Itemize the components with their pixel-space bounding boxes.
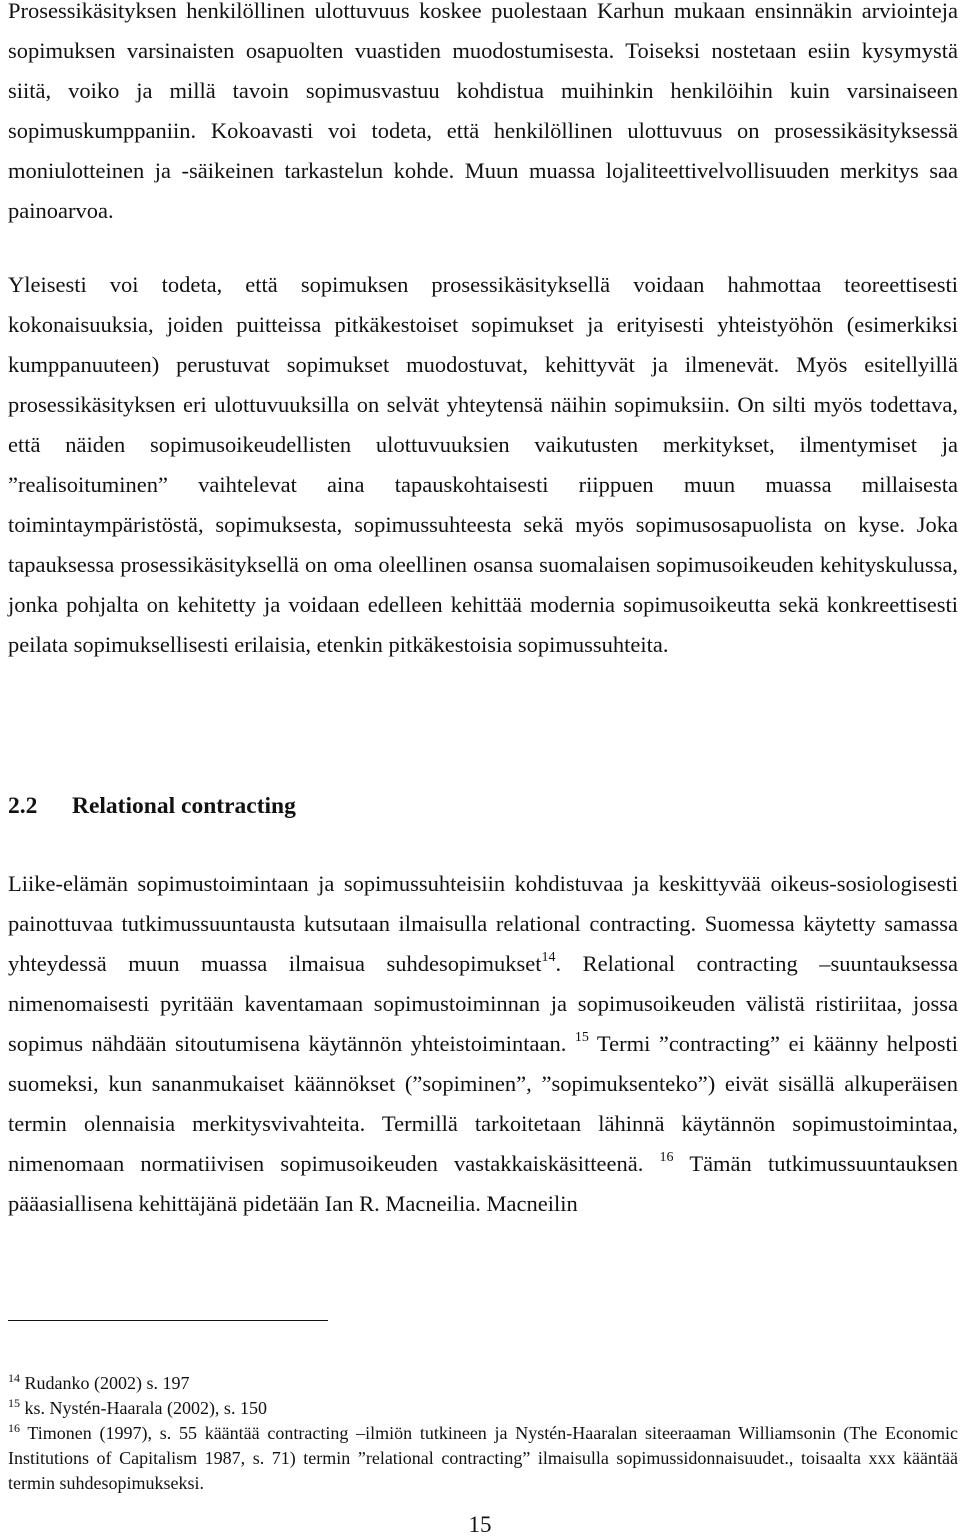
paragraph-text-segment: Liike-elämän sopimustoimintaan ja sopimussuhteisiin kohdistuvaa ja keskittyvää oikeus-sosiologisesti painottuvaa tutkimussuuntausta kutsutaan ilmaisulla relational contracting. Suomessa käytetty samassa yhteydessä muun muassa ilmaisua suhdesopimukset	[8, 871, 958, 976]
paragraph-text-segment: Termi ”contracting” ei käänny helposti suomeksi, kun sananmukaiset käännökset (”sopiminen”, ”sopimuksenteko”) eivät sisällä alkuperäisen termin olennaisia merkitysvivahteita. Termillä tarkoitetaan lähinnä käytännön sopimustoimintaa, nimenomaan normatiivisen sopimusoikeuden vastakkaiskäsitteenä.	[8, 1031, 958, 1176]
paragraph-henkilollinen-ulottuvuus: Prosessikäsityksen henkilöllinen ulottuvuus koskee puolestaan Karhun mukaan ensinnäkin arviointeja sopimuksen varsinaisten osapuolten vuastiden muodostumisesta. Toiseksi nostetaan esiin kysymystä siitä, voiko ja millä tavoin sopimusvastuu kohdistua muihinkin henkilöihin kuin varsinaiseen sopimuskumppaniin. Kokoavasti voi todeta, että henkilöllinen ulottuvuus on prosessikäsityksessä moniulotteinen ja -säikeinen tarkastelun kohde. Muun muassa lojaliteettivelvollisuuden merkitys saa painoarvoa.	[8, 0, 958, 223]
footnote-text: Rudanko (2002) s. 197	[20, 1373, 190, 1393]
footnote-text: ks. Nystén-Haarala (2002), s. 150	[20, 1398, 267, 1418]
paragraph-relational-contracting	[8, 864, 958, 1224]
section-title: Relational contracting	[72, 793, 296, 819]
page-number: 15	[468, 1512, 492, 1537]
footnote-number: 15	[8, 1396, 20, 1410]
footnote-number: 14	[8, 1371, 20, 1385]
section-heading	[8, 793, 296, 820]
paragraph-text-segment: . Relational contracting –suuntauksessa nimenomaisesti pyritään kaventamaan sopimustoiminnan ja sopimusoikeuden välistä ristiriitaa, jossa sopimus nähdään sitoutumisena käytännön yhteistoimintaan.	[8, 951, 958, 1056]
paragraph-prosessikasitys-yhteenveto: Yleisesti voi todeta, että sopimuksen prosessikäsityksellä voidaan hahmottaa teoreettisesti kokonaisuuksia, joiden puitteissa pitkäkestoiset sopimukset ja erityisesti yhteistyöhön (esimerkiksi kumppanuuteen) perustuvat sopimukset muodostuvat, kehittyvät ja ilmenevät. Myös esitellyillä prosessikäsityksen eri ulottuvuuksilla on selvät yhteytensä näihin sopimuksiin. On silti myös todettava, että näiden sopimusoikeudellisten ulottuvuuksien vaikutusten merkitykset, ilmentymiset ja ”realisoituminen” vaihtelevat aina tapauskohtaisesti riippuen muun muassa millaisesta toimintaympäristöstä, sopimuksesta, sopimussuhteesta sekä myös sopimusosapuolista on kyse. Joka tapauksessa prosessikäsityksellä on oma oleellinen osansa suomalaisen sopimusoikeuden kehityskulussa, jonka pohjalta on kehitetty ja voidaan edelleen kehittää modernia sopimusoikeutta sekä konkreettisesti peilata sopimuksellisesti erilaisia, etenkin pitkäkestoisia sopimussuhteita.	[8, 272, 958, 657]
footnote-number: 16	[8, 1421, 20, 1435]
footnotes	[8, 1371, 958, 1496]
footnote-14	[8, 1371, 958, 1396]
footnote-reference-14[interactable]: 14	[541, 950, 556, 965]
footnote-reference-15[interactable]: 15	[574, 1030, 589, 1045]
footnote-16	[8, 1421, 958, 1496]
footnote-separator	[8, 1320, 328, 1321]
footnote-reference-16[interactable]: 16	[659, 1150, 674, 1165]
footnote-text: Timonen (1997), s. 55 kääntää contracting –ilmiön tutkineen ja Nystén-Haaralan siteeraaman Williamsonin (The Economic Institutions of Capitalism 1987, s. 71) termin ”relational contracting” ilmaisulla sopimussidonnaisuudet., toisaalta xxx kääntää termin suhdesopimukseksi.	[8, 1423, 958, 1493]
section-number: 2.2	[8, 793, 38, 819]
footnote-15	[8, 1396, 958, 1421]
paragraph-text-segment: Tämän tutkimussuuntauksen pääasiallisena kehittäjänä pidetään Ian R. Macneilia. Macneilin	[8, 1151, 958, 1216]
